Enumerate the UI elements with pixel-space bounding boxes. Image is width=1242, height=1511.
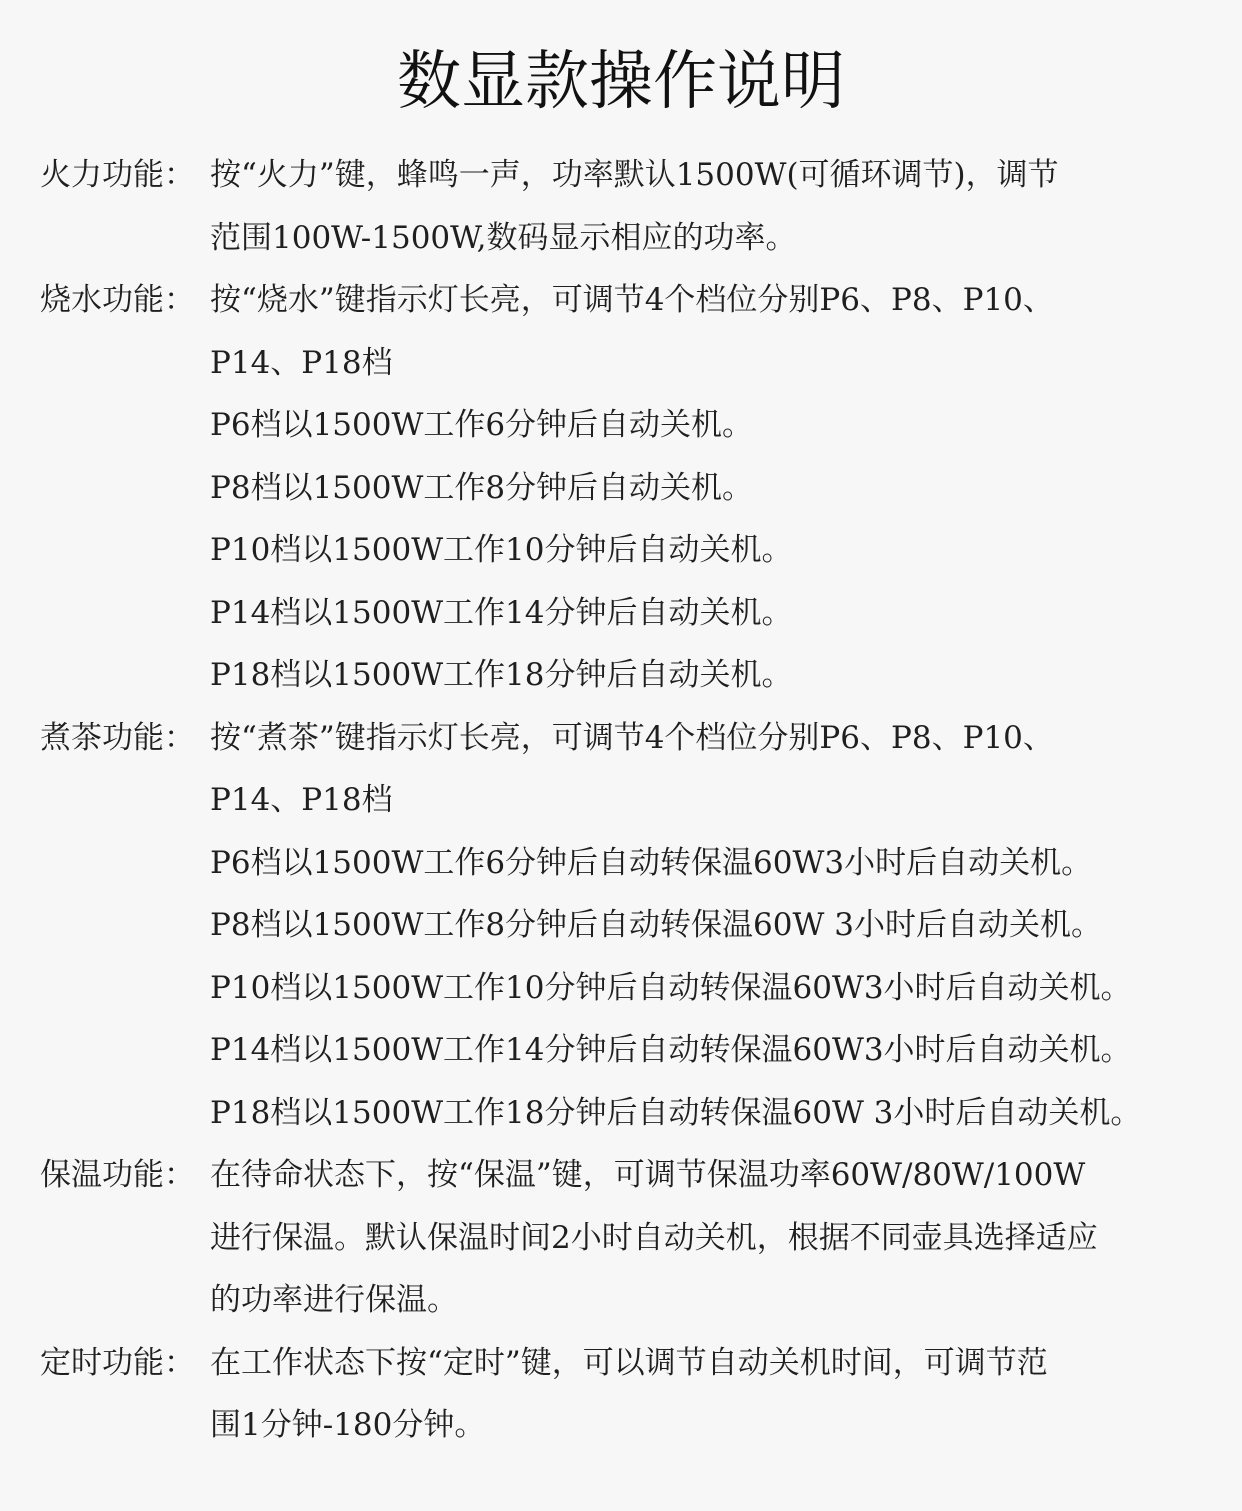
section-line: P14、P18档	[210, 782, 393, 818]
section-line: P14档以1500W工作14分钟后自动关机。	[210, 594, 793, 631]
section-line: 围1分钟-180分钟。	[210, 1407, 486, 1443]
section-body	[210, 707, 1220, 1145]
section-line: P6档以1500W工作6分钟后自动转保温60W3小时后自动关机。	[210, 844, 1093, 881]
section-body	[210, 144, 1220, 269]
section-line: P8档以1500W工作8分钟后自动转保温60W 3小时后自动关机。	[210, 907, 1102, 943]
section-body	[210, 1144, 1220, 1332]
section-line: 按“烧水”键指示灯长亮，可调节4个档位分别P6、P8、P10、	[210, 282, 1054, 318]
section-line: 范围100W-1500W,数码显示相应的功率。	[210, 219, 797, 256]
section-label: 保温功能：	[40, 1157, 195, 1193]
section-line: P10档以1500W工作10分钟后自动转保温60W3小时后自动关机。	[210, 969, 1132, 1006]
section-keep-warm	[40, 1144, 1220, 1332]
instruction-sections	[40, 144, 1220, 1457]
page-title: 数显款操作说明	[397, 45, 845, 119]
section-brew-tea	[40, 707, 1220, 1145]
section-timer	[40, 1332, 1220, 1457]
section-line: P6档以1500W工作6分钟后自动关机。	[210, 407, 754, 443]
section-line: P14、P18档	[210, 344, 393, 381]
section-line: 进行保温。默认保温时间2小时自动关机，根据不同壶具选择适应	[210, 1219, 1098, 1256]
section-line: 在待命状态下，按“保温”键，可调节保温功率60W/80W/100W	[210, 1157, 1086, 1193]
section-label: 定时功能：	[40, 1344, 195, 1381]
section-line: 在工作状态下按“定时”键，可以调节自动关机时间，可调节范	[210, 1344, 1048, 1381]
section-line: P18档以1500W工作18分钟后自动转保温60W 3小时后自动关机。	[210, 1094, 1142, 1131]
section-label: 烧水功能：	[40, 282, 195, 318]
section-line: 的功率进行保温。	[210, 1282, 458, 1318]
section-power	[40, 144, 1220, 269]
section-boil-water	[40, 269, 1220, 707]
section-line: P10档以1500W工作10分钟后自动关机。	[210, 532, 793, 568]
section-line: 按“煮茶”键指示灯长亮，可调节4个档位分别P6、P8、P10、	[210, 719, 1054, 756]
section-body	[210, 1332, 1220, 1457]
section-line: P18档以1500W工作18分钟后自动关机。	[210, 657, 793, 693]
section-label: 煮茶功能：	[40, 719, 195, 756]
section-label: 火力功能：	[40, 157, 195, 193]
section-line: 按“火力”键，蜂鸣一声，功率默认1500W(可循环调节)，调节	[210, 157, 1059, 193]
section-line: P14档以1500W工作14分钟后自动转保温60W3小时后自动关机。	[210, 1032, 1132, 1068]
section-body	[210, 269, 1220, 707]
section-line: P8档以1500W工作8分钟后自动关机。	[210, 469, 754, 506]
